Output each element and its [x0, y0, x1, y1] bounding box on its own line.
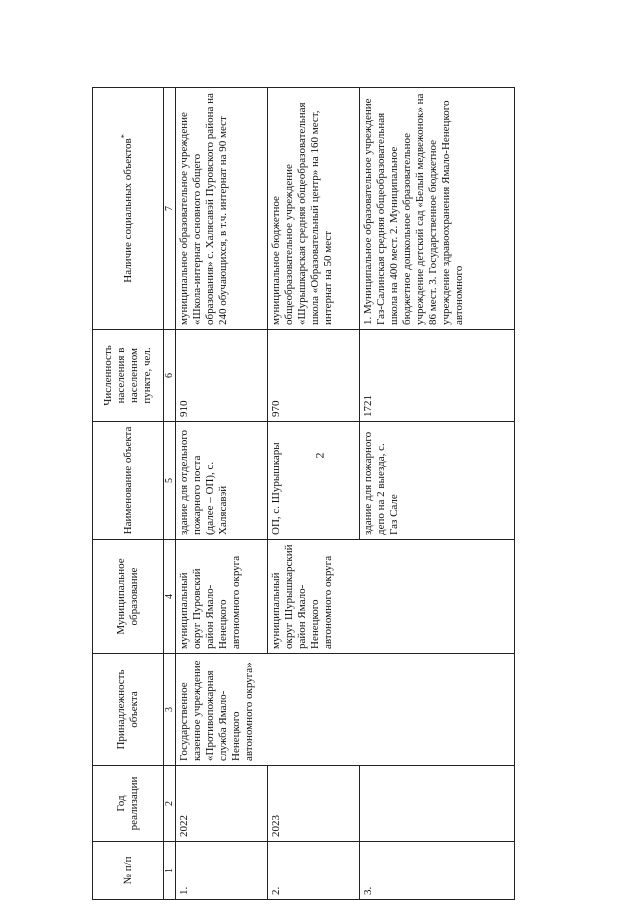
cell-owner: Государственное казенное учреждение «Противопожарная служба Ямало-Ненецкого автономного округа»	[176, 654, 268, 766]
cell-owner	[268, 654, 360, 766]
cell-municipality: муниципальный округ Пуровский район Ямало-Ненецкого автономного округа	[176, 540, 268, 654]
cell-year	[360, 766, 515, 842]
cell-year: 2022	[176, 766, 268, 842]
cell-num: 3.	[360, 842, 515, 900]
cell-object: ОП, с. Шурышкары	[268, 422, 360, 540]
table-row	[176, 88, 268, 900]
cell-num: 1.	[176, 842, 268, 900]
header-population: Численность населения в населенном пункте, чел.	[93, 330, 164, 422]
column-number: 2	[164, 766, 176, 842]
header-owner: Принадлежность объекта	[93, 654, 164, 766]
header-num: № п/п	[93, 842, 164, 900]
cell-owner	[360, 654, 515, 766]
column-number: 1	[164, 842, 176, 900]
table-row	[268, 88, 360, 900]
cell-social: 1. Муниципальное образовательное учреждение Газ-Салинская средняя общеобразовательная школа на 400 мест. 2. Муниципальное бюджетное дошкольное образовательное учреждение детский сад «Белый медвежонок» на 86 мест. 3. Государственное бюджетное учреждение здравоохранения Ямало-Ненецкого автономного	[360, 88, 515, 330]
cell-municipality: муниципальный округ Шурышкарский район Ямало-Ненецкого автономного округа	[268, 540, 360, 654]
header-municipality: Муниципальное образование	[93, 540, 164, 654]
cell-population: 910	[176, 330, 268, 422]
column-number: 4	[164, 540, 176, 654]
page-number: 2	[312, 452, 327, 459]
table-header-row	[93, 88, 164, 900]
cell-num: 2.	[268, 842, 360, 900]
social-objects-table	[92, 87, 515, 900]
cell-social: муниципальное образовательное учреждение «Школа-интернат основного общего образования» с. Халясавэй Пуровского района на 240 обучающихся, в т.ч. интернат на 90 мест	[176, 88, 268, 330]
cell-population: 1721	[360, 330, 515, 422]
cell-object: здание для пожарного депо на 2 выезда, с. Газ Сале	[360, 422, 515, 540]
column-number: 7	[164, 88, 176, 330]
cell-year: 2023	[268, 766, 360, 842]
header-social-text: Наличие социальных объектов	[121, 138, 134, 283]
column-number: 3	[164, 654, 176, 766]
cell-object: здание для отдельного пожарного поста (далее – ОП), с. Халясавэй	[176, 422, 268, 540]
header-social	[93, 88, 164, 330]
rotated-table-container	[92, 88, 492, 900]
table-row	[360, 88, 515, 900]
cell-municipality	[360, 540, 515, 654]
column-number: 5	[164, 422, 176, 540]
cell-population: 970	[268, 330, 360, 422]
column-number-row	[164, 88, 176, 900]
column-number: 6	[164, 330, 176, 422]
footnote-mark: *	[118, 134, 128, 139]
header-year: Год реализации	[93, 766, 164, 842]
cell-social: муниципальное бюджетное общеобразовательное учреждение «Шурышкарская средняя общеобразовательная школа «Образовательный центр» на 160 мест, интернат на 50 мест	[268, 88, 360, 330]
header-object: Наименование объекта	[93, 422, 164, 540]
